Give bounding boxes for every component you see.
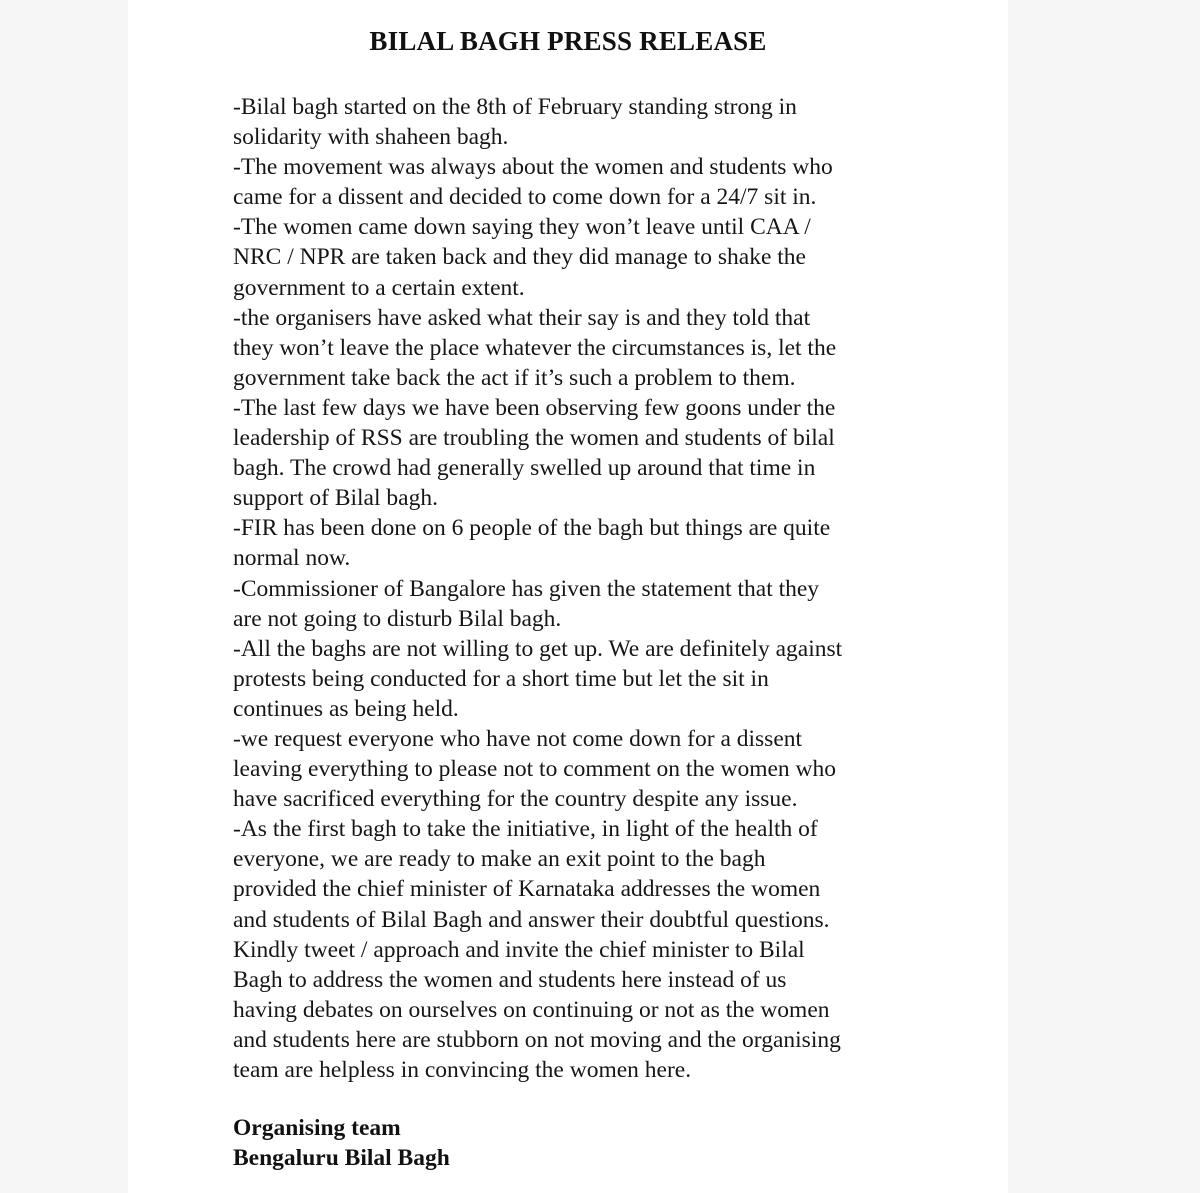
body-text-line: everyone, we are ready to make an exit point to the bagh bbox=[233, 846, 766, 873]
signature-location: Bengaluru Bilal Bagh bbox=[233, 1145, 450, 1171]
body-text-line: have sacrificed everything for the country despite any issue. bbox=[233, 786, 798, 813]
signature-team: Organising team bbox=[233, 1115, 401, 1141]
body-text-line: Kindly tweet / approach and invite the chief minister to Bilal bbox=[233, 936, 805, 963]
body-text-line: -FIR has been done on 6 people of the bagh but things are quite bbox=[233, 515, 831, 542]
body-text-line: -The women came down saying they won’t leave until CAA / bbox=[233, 214, 811, 241]
body-text-line: -we request everyone who have not come down for a dissent bbox=[233, 725, 803, 752]
body-text-line: and students of Bilal Bagh and answer their doubtful questions. bbox=[233, 906, 830, 933]
body-text-line: Bagh to address the women and students here instead of us bbox=[233, 966, 787, 993]
body-text-line: government to a certain extent. bbox=[233, 274, 525, 301]
body-text-line: came for a dissent and decided to come down for a 24/7 sit in. bbox=[233, 184, 817, 211]
body-text-line: they won’t leave the place whatever the circumstances is, let the bbox=[233, 334, 837, 361]
body-text-line: -Bilal bagh started on the 8th of February standing strong in bbox=[233, 94, 797, 120]
body-text-line: government take back the act if it’s such a problem to them. bbox=[233, 364, 796, 391]
body-text-line: are not going to disturb Bilal bagh. bbox=[233, 605, 562, 632]
body-text-line: -The last few days we have been observing few goons under the bbox=[233, 394, 836, 421]
body-text-line: continues as being held. bbox=[233, 695, 459, 722]
body-text-line: normal now. bbox=[233, 545, 351, 572]
body-text-line: protests being conducted for a short time but let the sit in bbox=[233, 665, 769, 692]
body-text-line: -the organisers have asked what their say is and they told that bbox=[233, 304, 811, 331]
page-title: BILAL BAGH PRESS RELEASE bbox=[369, 26, 767, 56]
body-text-line: team are helpless in convincing the women here. bbox=[233, 1057, 692, 1083]
body-text-line: -All the baghs are not willing to get up. We are definitely against bbox=[233, 635, 843, 662]
body-text-line: provided the chief minister of Karnataka addresses the women bbox=[233, 876, 821, 903]
body-text-line: support of Bilal bagh. bbox=[233, 485, 438, 512]
body-text-line: leadership of RSS are troubling the women and students of bilal bbox=[233, 425, 835, 452]
body-text-line: -Commissioner of Bangalore has given the statement that they bbox=[233, 575, 820, 602]
body-text-line: having debates on ourselves on continuing or not as the women bbox=[233, 996, 830, 1023]
body-text-line: leaving everything to please not to comment on the women who bbox=[233, 756, 837, 783]
body-text-line: -The movement was always about the women and students who bbox=[233, 154, 833, 181]
press-release-page bbox=[128, 0, 1008, 1193]
body-text-line: bagh. The crowd had generally swelled up around that time in bbox=[233, 455, 816, 482]
signature-block bbox=[233, 1113, 450, 1173]
body-text-line: NRC / NPR are taken back and they did manage to shake the bbox=[233, 244, 806, 271]
body-text-line: -As the first bagh to take the initiative, in light of the health of bbox=[233, 816, 818, 843]
press-release-body bbox=[233, 92, 933, 1085]
body-text-line: and students here are stubborn on not moving and the organising bbox=[233, 1026, 841, 1053]
body-text-line: solidarity with shaheen bagh. bbox=[233, 124, 509, 151]
